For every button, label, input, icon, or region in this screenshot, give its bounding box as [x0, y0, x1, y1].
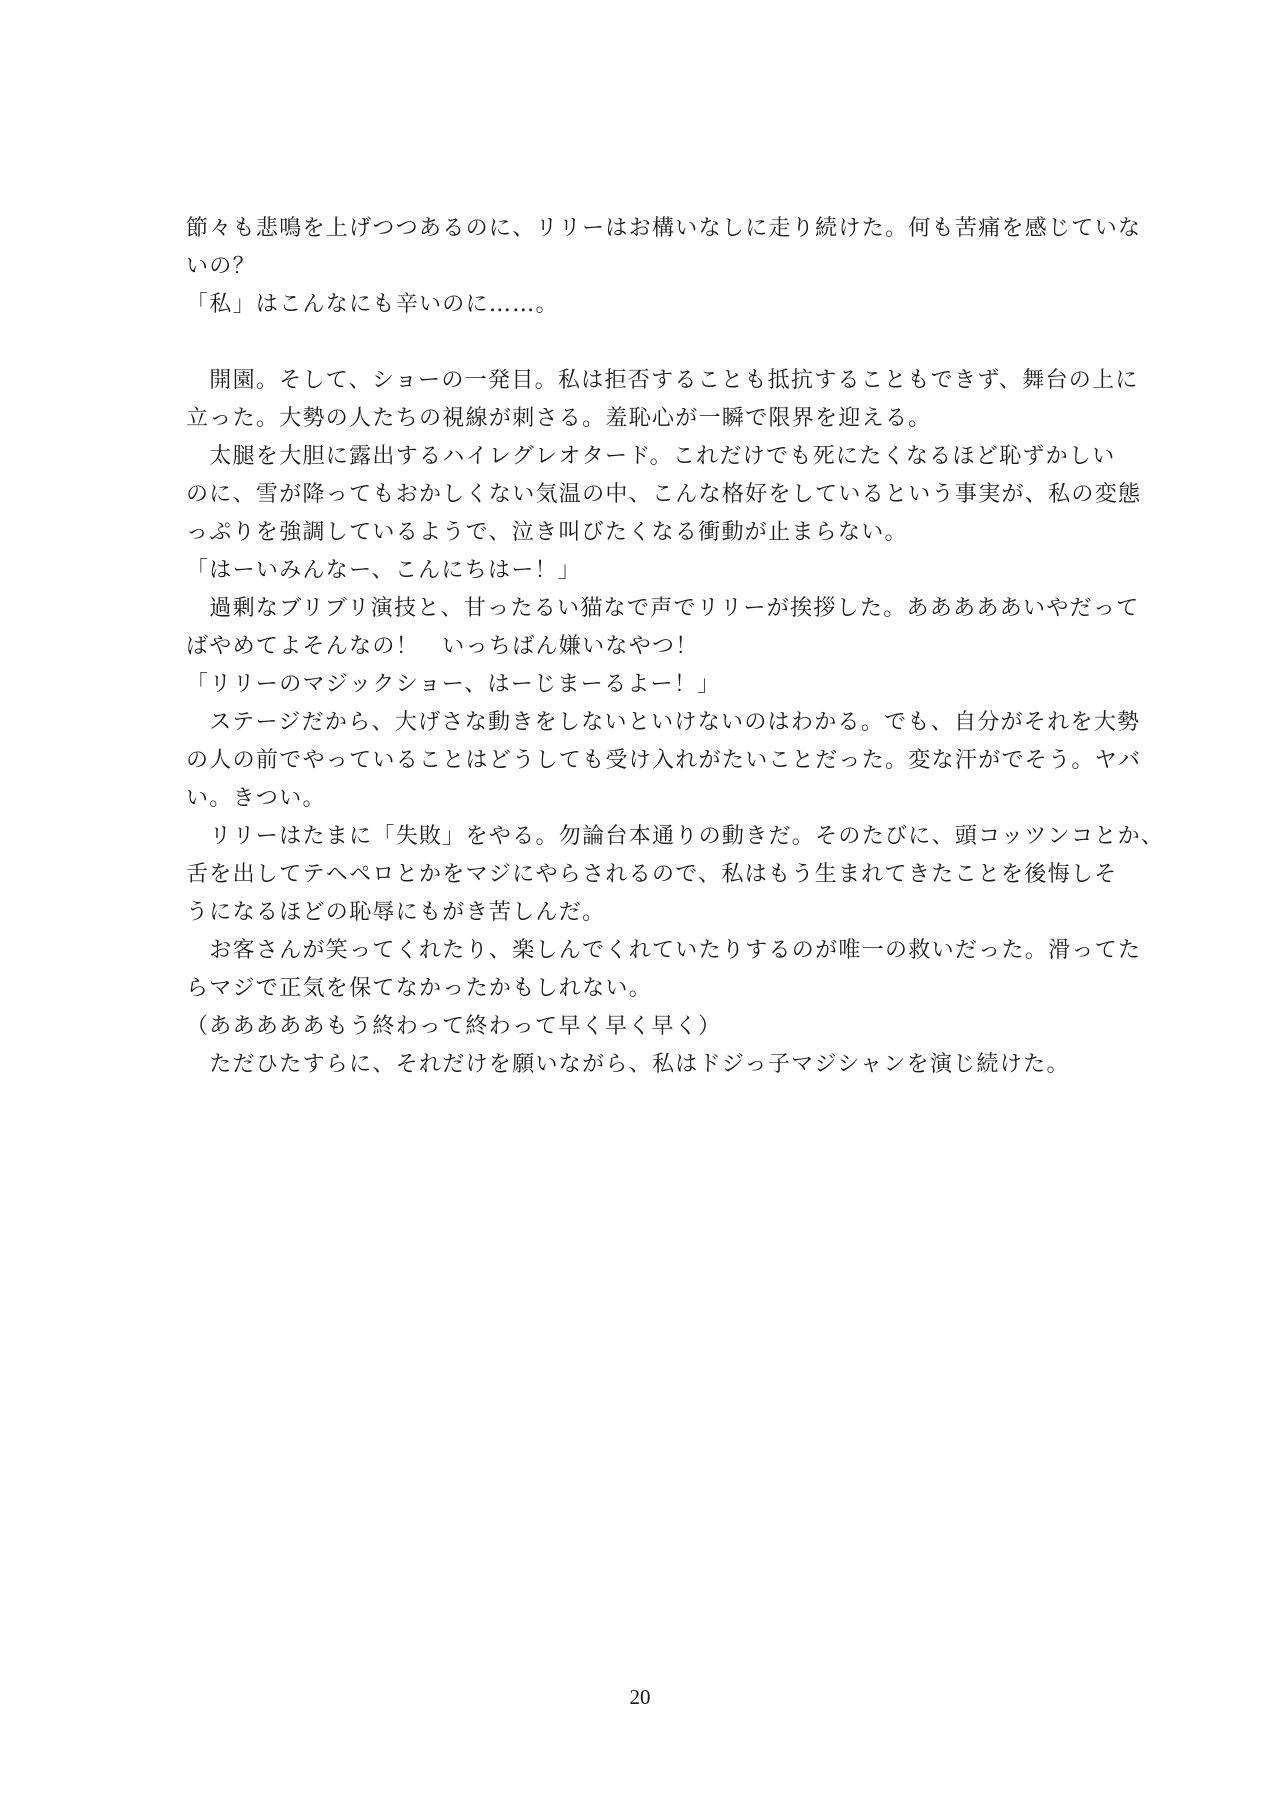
text-line: のに、雪が降ってもおかしくない気温の中、こんな格好をしているという事実が、私の変態 — [186, 482, 1142, 507]
text-line: ステージだから、大げさな動きをしないといけないのはわかる。でも、自分がそれを大勢 — [186, 710, 1141, 735]
text-line: ただひたすらに、それだけを願いながら、私はドジっ子マジシャンを演じ続けた。 — [186, 1052, 1070, 1077]
text-line: 過剰なブリブリ演技と、甘ったるい猫なで声でリリーが挨拶した。あああああいやだって — [186, 596, 1140, 621]
text-line: 太腿を大胆に露出するハイレグレオタード。これだけでも死にたくなるほど恥ずかしい — [186, 444, 1116, 469]
text-line: うになるほどの恥辱にもがき苦しんだ。 — [186, 900, 606, 925]
text-line: 舌を出してテヘペロとかをマジにやらされるので、私はもう生まれてきたことを後悔しそ — [186, 862, 1118, 887]
text-line: お客さんが笑ってくれたり、楽しんでくれていたりするのが唯一の救いだった。滑ってた — [186, 938, 1142, 963]
text-line: 「リリーのマジックショー、はーじまーるよー！」 — [186, 672, 721, 697]
text-line: （あああああもう終わって終わって早く早く早く） — [186, 1014, 722, 1039]
text-line: 立った。大勢の人たちの視線が刺さる。羞恥心が一瞬で限界を迎える。 — [186, 406, 932, 431]
text-line: いの？ — [186, 254, 256, 279]
body-text — [186, 210, 1165, 1084]
text-line: 節々も悲鳴を上げつつあるのに、リリーはお構いなしに走り続けた。何も苦痛を感じていな — [186, 216, 1142, 241]
text-line: 開園。そして、ショーの一発目。私は拒否することも抵抗することもできず、舞台の上に — [186, 368, 1139, 393]
text-line: の人の前でやっていることはどうしても受け入れがたいことだった。変な汗がでそう。ヤバ — [186, 748, 1142, 773]
text-line: 「私」はこんなにも辛いのに……。 — [186, 292, 559, 317]
text-line: い。きつい。 — [186, 786, 326, 811]
page-number: 20 — [629, 1685, 651, 1709]
text-line: っぷりを強調しているようで、泣き叫びたくなる衝動が止まらない。 — [186, 520, 908, 545]
text-line: らマジで正気を保てなかったかもしれない。 — [186, 976, 653, 1001]
text-line: リリーはたまに「失敗」をやる。勿論台本通りの動きだ。そのたびに、頭コッツンコとか、 — [186, 824, 1165, 849]
blank-line — [186, 324, 1106, 362]
text-line: 「はーいみんなー、こんにちはー！」 — [186, 558, 582, 583]
text-line: ばやめてよそんなの！ いっちばん嫌いなやつ！ — [186, 634, 699, 659]
